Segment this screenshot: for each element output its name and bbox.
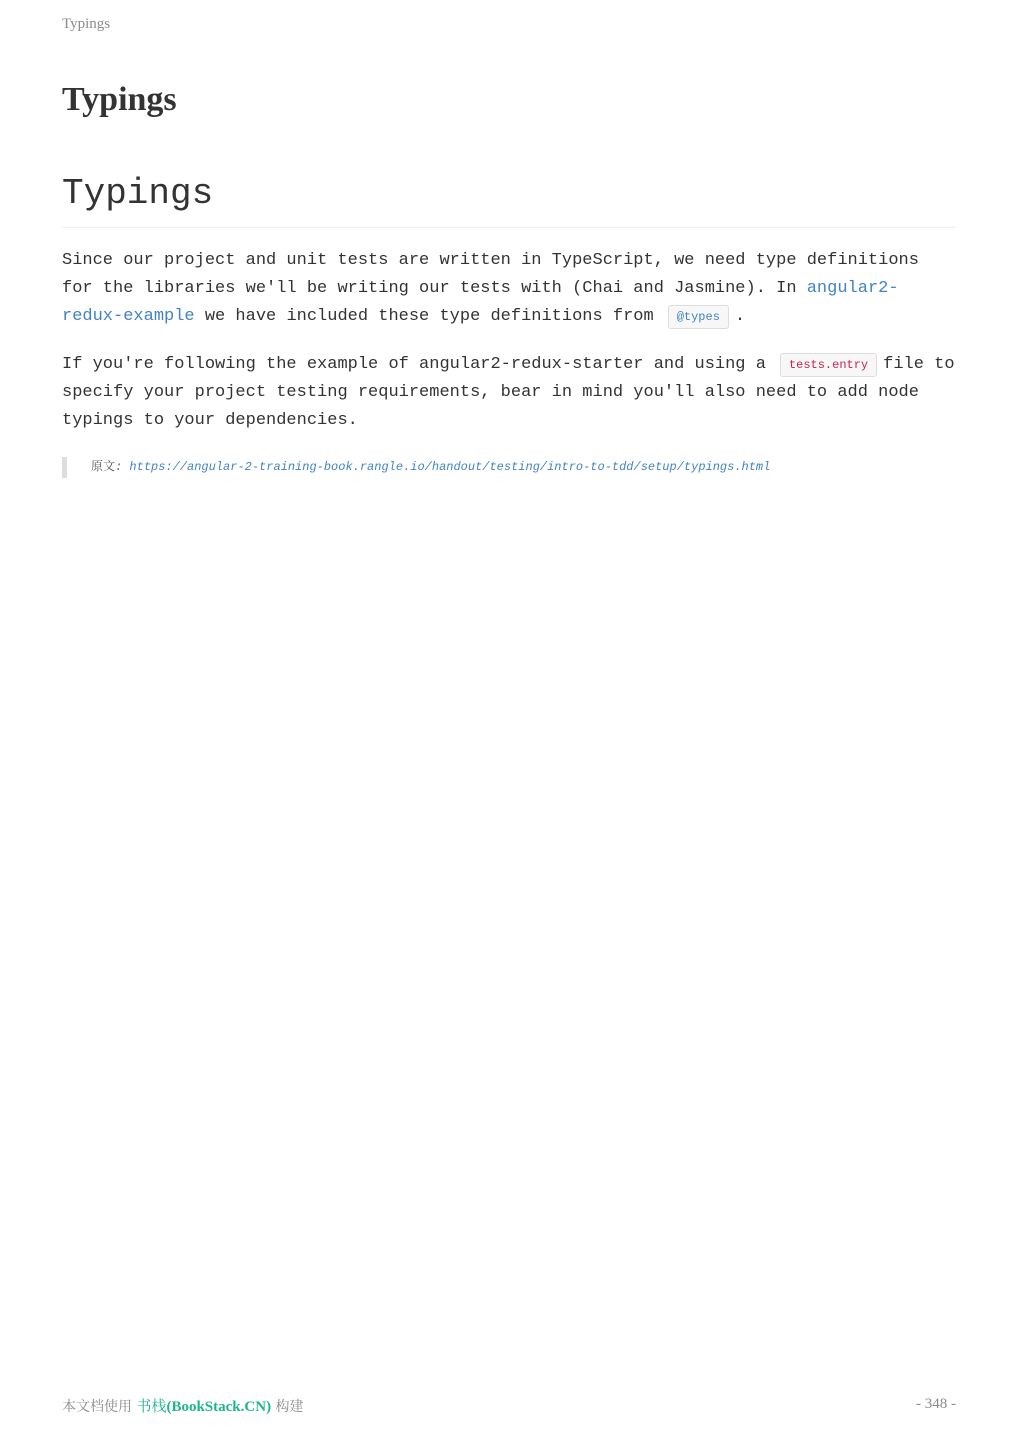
source-label: 原文 (91, 459, 116, 473)
chapter-title: Typings (62, 81, 177, 118)
brand-cjk: 书栈 (136, 1397, 167, 1415)
paragraph-text: file to specify your project testing requirements, bear in mind you'll also need to add node typings to your dependencies. (62, 355, 955, 430)
paragraph-type-definitions (62, 247, 956, 331)
source-blockquote (62, 457, 770, 478)
footer-credit (62, 1395, 304, 1416)
section-divider (62, 227, 956, 228)
paragraph-text: If you're following the example of angular2-redux-starter and using a (62, 355, 766, 374)
paragraph-text: Since our project and unit tests are written in TypeScript, we need type definitions for the libraries we'll be writing our tests with (Chai and Jasmine). In (62, 251, 919, 298)
inline-code-tests-entry: tests.entry (780, 353, 877, 377)
section-title: Typings (62, 173, 214, 214)
source-url-link[interactable]: https://angular-2-training-book.rangle.io/handout/testing/intro-to-tdd/setup/typings.html (129, 460, 771, 474)
running-header: Typings (62, 16, 111, 32)
paragraph-period: . (734, 307, 746, 326)
brand-latin: (BookStack.CN) (166, 1399, 272, 1415)
footer-prefix: 本文档使用 (62, 1399, 137, 1415)
footer-suffix: 构建 (271, 1399, 304, 1415)
page-number: - 348 - (916, 1396, 956, 1412)
angular2-redux-example-link[interactable]: angular2-redux-example (62, 279, 899, 326)
paragraph-tests-entry (62, 351, 956, 435)
inline-code-types: @types (668, 305, 729, 329)
bookstack-link[interactable] (136, 1399, 271, 1415)
paragraph-text: we have included these type definitions from (194, 307, 654, 326)
source-separator: : (115, 460, 130, 474)
